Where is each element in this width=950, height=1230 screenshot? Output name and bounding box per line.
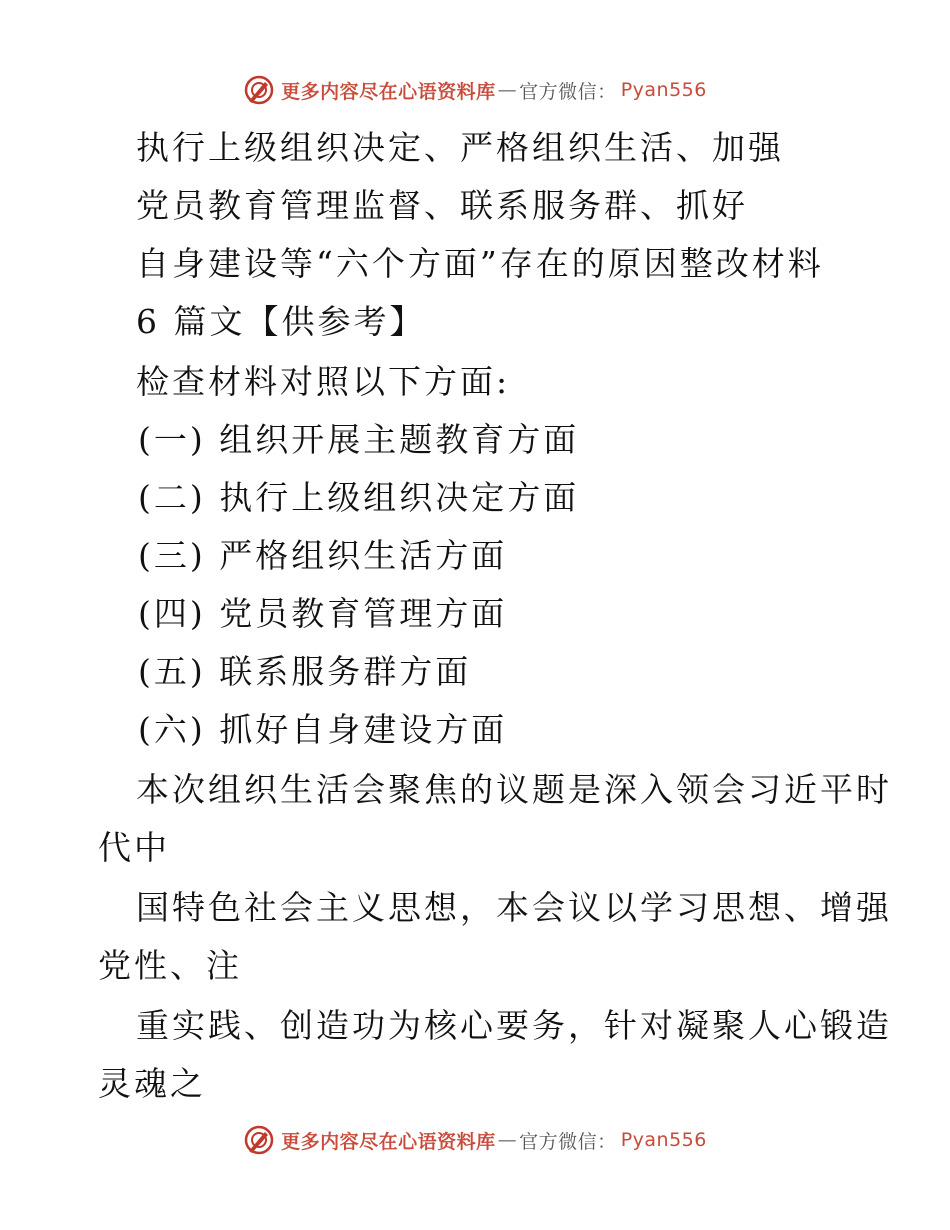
header-watermark (0, 70, 950, 110)
pen-logo-icon (243, 1124, 275, 1156)
body-line-4: 党性、注 (98, 946, 242, 985)
footer-watermark (0, 1120, 950, 1160)
body-line-5: 重实践、创造功为核心要务，针对凝聚人心锻造 (136, 1006, 892, 1045)
title-line-1: 执行上级组织决定、严格组织生活、加强 (136, 128, 784, 167)
aspect-item-1: (一) 组织开展主题教育方面 (138, 420, 580, 459)
pen-logo-icon (243, 74, 275, 106)
body-line-1: 本次组织生活会聚焦的议题是深入领会习近平时 (136, 770, 892, 809)
body-line-2: 代中 (98, 828, 170, 867)
watermark-account: Pyan556 (620, 79, 707, 101)
intro-text: 检查材料对照以下方面: (136, 362, 511, 401)
title-line-2: 党员教育管理监督、联系服务群、抓好 (136, 186, 748, 225)
aspect-item-3: (三) 严格组织生活方面 (138, 536, 508, 575)
watermark-official-label: 官方微信： (519, 1130, 617, 1153)
body-line-6: 灵魂之 (98, 1064, 206, 1103)
watermark-separator: — (497, 1129, 518, 1151)
aspect-item-2: (二) 执行上级组织决定方面 (138, 478, 580, 517)
watermark-official-label: 官方微信： (519, 80, 617, 103)
aspect-item-4: (四) 党员教育管理方面 (138, 594, 508, 633)
aspect-item-5: (五) 联系服务群方面 (138, 652, 472, 691)
title-line-4: 6 篇文【供参考】 (136, 302, 426, 341)
body-line-3: 国特色社会主义思想，本会议以学习思想、增强 (136, 888, 892, 927)
title-line-3: 自身建设等“六个方面”存在的原因整改材料 (136, 244, 824, 283)
watermark-site: 更多内容尽在心语资料库 (281, 1130, 496, 1153)
aspect-item-6: (六) 抓好自身建设方面 (138, 710, 508, 749)
watermark-separator: — (497, 79, 518, 101)
watermark-account: Pyan556 (620, 1129, 707, 1151)
watermark-site: 更多内容尽在心语资料库 (281, 80, 496, 103)
